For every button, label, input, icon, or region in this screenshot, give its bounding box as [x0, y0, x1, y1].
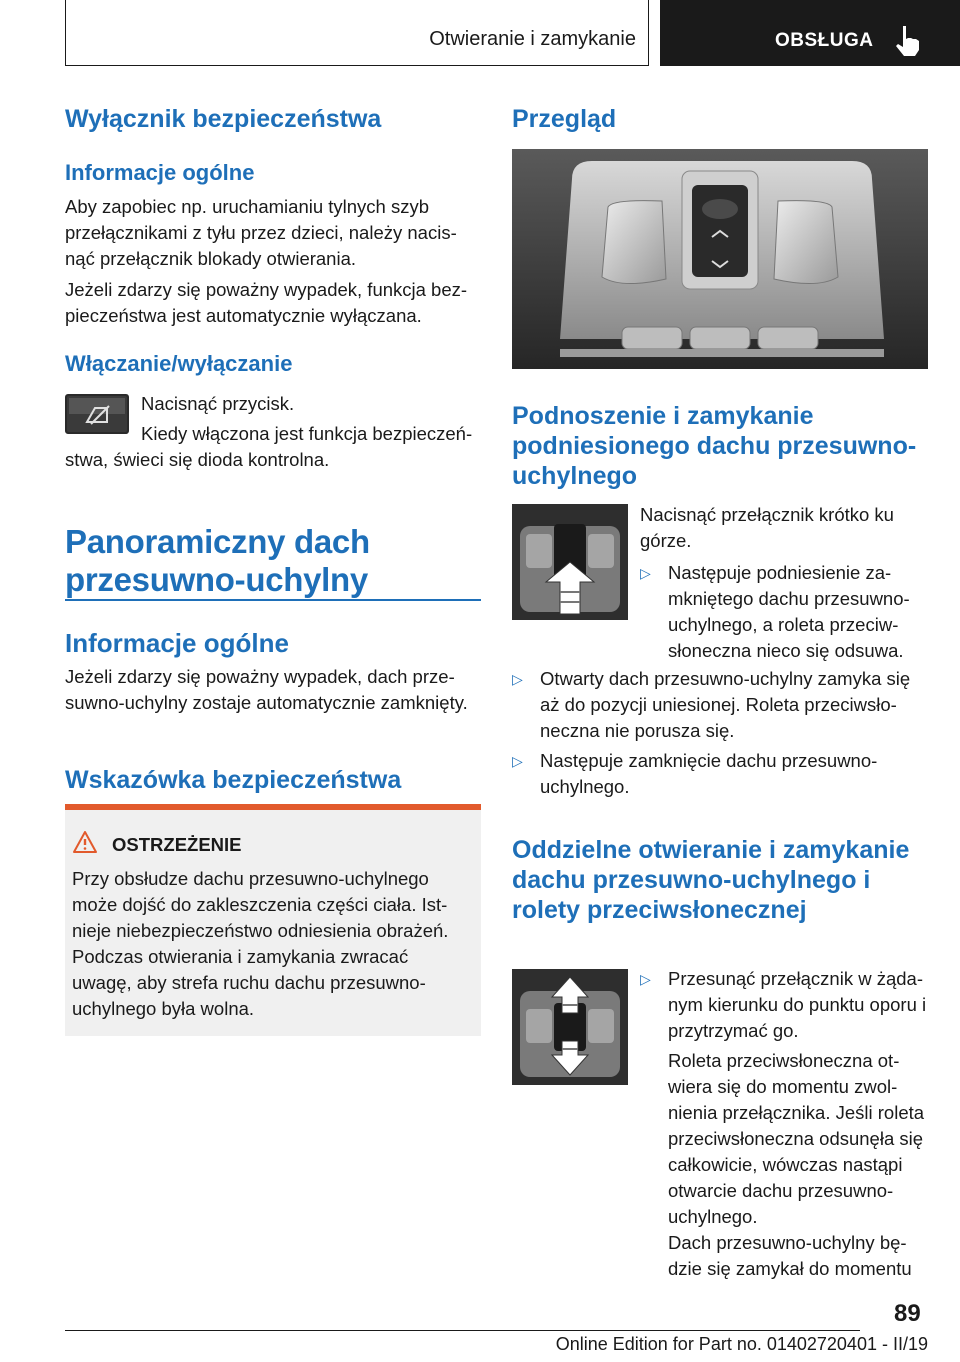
child-lock-button-image: [65, 394, 129, 434]
footer-edition: Online Edition for Part no. 01402720401 - II/19: [555, 1334, 928, 1354]
warning-text: Przy obsłudze dachu przesuwno-uchylnego może dojść do zakleszczenia części ciała. Istnieje niebezpieczeństwo odniesienia obrażeń. Podczas otwierania i zamykania zwracać uwagę, aby strefa ruchu dachu przesuwno-uchylnego była wolna.: [72, 868, 449, 1019]
footer-rule: [65, 1330, 860, 1331]
text-separate-b: Dach przesuwno-uchylny będzie się zamykał do momentu: [668, 1232, 912, 1279]
raise-bullet-3-text: Następuje zamknięcie dachu przesuwno-uchylnego.: [540, 750, 878, 797]
heading-raise-close: Podnoszenie i zamykanie podniesionego dachu przesuwno-uchylnego: [512, 402, 917, 490]
pointing-hand-icon: [893, 24, 921, 58]
bullet-triangle-icon: ▷: [512, 671, 523, 687]
heading-on-off: Włączanie/wyłączanie: [65, 351, 293, 376]
heading-safety-note: Wskazówka bezpieczeństwa: [65, 766, 402, 794]
header-tab-label: OBSŁUGA: [775, 30, 874, 51]
raise-bullet-2-text: Otwarty dach przesuwno-uchylny zamyka się aż do pozycji uniesionej. Roleta przeciwsłoneczna nie porusza się.: [540, 668, 911, 741]
header-mid-rule: [648, 0, 649, 66]
separate-bullet-1-text: Przesunąć przełącznik w żądanym kierunku do punktu oporu i przytrzymać go.: [668, 968, 927, 1041]
raise-bullet-2: [512, 666, 928, 744]
warning-triangle-icon: [72, 830, 98, 854]
heading-overview: Przegląd: [512, 105, 617, 133]
text-raise: Nacisnąć przełącznik krótko ku górze.: [640, 504, 894, 551]
raise-bullet-1-text: Następuje podniesienie zamkniętego dachu przesuwno-uchylnego, a roleta przeciwsłoneczna nieco się odsuwa.: [668, 562, 910, 661]
heading-rule: [65, 599, 481, 601]
text-general-1a: Aby zapobiec np. uruchamianiu tylnych szyb przełącznikami z tyłu przez dzieci, należy nacisnąć przełącznik blokady otwierania.: [65, 196, 457, 269]
page-number: 89: [894, 1300, 921, 1327]
heading-general-2: Informacje ogólne: [65, 628, 289, 658]
text-on-off-a: Nacisnąć przycisk.: [141, 393, 295, 414]
overhead-console-illustration: [512, 149, 928, 369]
overhead-console-image: [512, 149, 928, 369]
slide-switch-image: [512, 969, 628, 1085]
warning-title: OSTRZEŻENIE: [112, 834, 242, 855]
tilt-switch-illustration: [512, 504, 628, 620]
text-on-off-b2: stwa, świeci się dioda kontrolna.: [65, 449, 330, 470]
bullet-triangle-icon: ▷: [640, 565, 651, 581]
text-separate-a: Roleta przeciwsłoneczna otwiera się do momentu zwolnienia przełącznika. Jeśli roleta przeciwsłoneczna odsunęła się całkowicie, wówczas nastąpi otwarcie dachu przesuwno-uchylnego.: [668, 1050, 925, 1227]
header-bottom-rule: [65, 65, 649, 66]
warning-bar: [65, 804, 481, 810]
header-section-title: Otwieranie i zamykanie: [429, 28, 636, 50]
raise-switch-image: [512, 504, 628, 620]
raise-bullet-3: [512, 748, 928, 800]
raise-bullet-1: [640, 560, 928, 664]
heading-panorama-roof: Panoramiczny dach przesuwno-uchylny: [65, 523, 370, 598]
text-on-off-b1: Kiedy włączona jest funkcja bezpieczeń-: [141, 423, 473, 444]
text-general-1b: Jeżeli zdarzy się poważny wypadek, funkcja bezpieczeństwa jest automatycznie wyłączana.: [65, 279, 468, 326]
window-lock-icon: [65, 394, 129, 434]
bullet-triangle-icon: ▷: [640, 971, 651, 987]
slide-switch-illustration: [512, 969, 628, 1085]
separate-bullet-1: [640, 966, 928, 1044]
bullet-triangle-icon: ▷: [512, 753, 523, 769]
heading-separate-open: Oddzielne otwieranie i zamykanie dachu przesuwno-uchylnego i rolety przeciwsłonecznej: [512, 836, 910, 924]
heading-general-1: Informacje ogólne: [65, 160, 255, 185]
heading-child-lock: Wyłącznik bezpieczeństwa: [65, 105, 382, 133]
text-general-2: Jeżeli zdarzy się poważny wypadek, dach przesuwno-uchylny zostaje automatycznie zamknięty.: [65, 666, 468, 713]
